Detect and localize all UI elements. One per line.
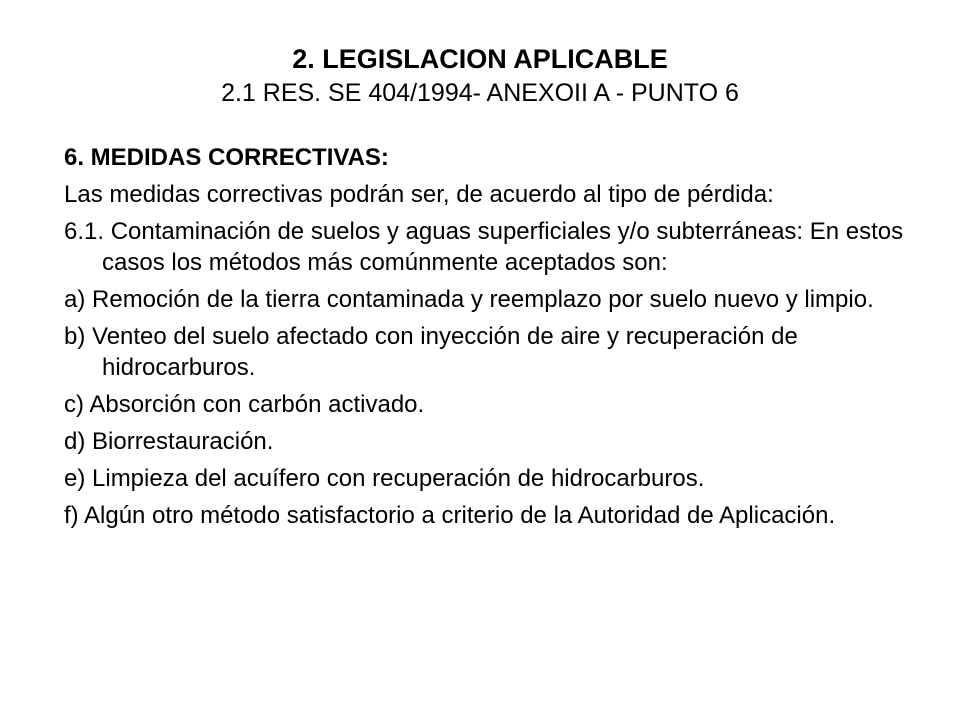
title-block bbox=[40, 42, 920, 110]
list-item-a: a) Remoción de la tierra contaminada y reemplazo por suelo nuevo y limpio. bbox=[64, 286, 874, 313]
section-heading: 6. MEDIDAS CORRECTIVAS: bbox=[64, 144, 389, 171]
paragraph-6-1: 6.1. Contaminación de suelos y aguas superficiales y/o subterráneas: En estos casos los métodos más comúnmente aceptados son: bbox=[64, 218, 904, 276]
list-item-b: b) Venteo del suelo afectado con inyección de aire y recuperación de hidrocarburos. bbox=[64, 323, 798, 381]
list-item-e: e) Limpieza del acuífero con recuperación de hidrocarburos. bbox=[64, 465, 705, 492]
list-item-c: c) Absorción con carbón activado. bbox=[64, 391, 425, 418]
slide-subtitle: 2.1 RES. SE 404/1994- ANEXOII A - PUNTO 6 bbox=[221, 79, 739, 107]
list-item-f: f) Algún otro método satisfactorio a criterio de la Autoridad de Aplicación. bbox=[64, 502, 836, 529]
paragraph-intro: Las medidas correctivas podrán ser, de acuerdo al tipo de pérdida: bbox=[64, 181, 774, 208]
list-item-d: d) Biorrestauración. bbox=[64, 428, 274, 455]
slide-title: 2. LEGISLACION APLICABLE bbox=[292, 44, 668, 74]
slide-body bbox=[64, 142, 916, 537]
